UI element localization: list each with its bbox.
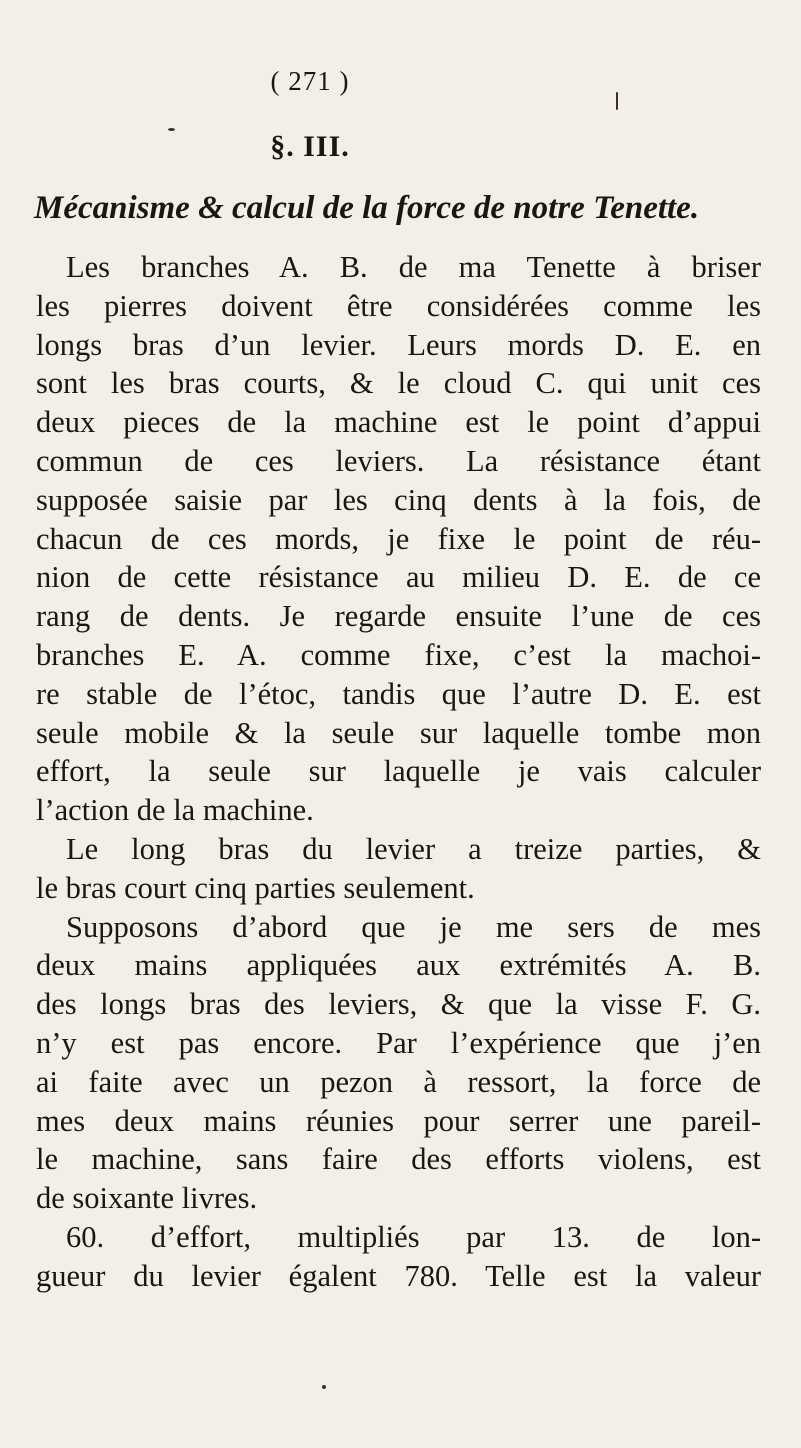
text-line: deux pieces de la machine est le point d’appui <box>36 405 761 440</box>
text-line: mes deux mains réunies pour serrer une pareil- <box>36 1103 761 1138</box>
text-line: re stable de l’étoc, tandis que l’autre D. E. est <box>36 676 761 711</box>
ink-speck <box>322 1385 326 1389</box>
body-text <box>36 248 761 1296</box>
text-line: Les branches A. B. de ma Tenette à briser <box>66 250 761 284</box>
text-line: gueur du levier égalent 780. Telle est la valeur <box>36 1258 761 1293</box>
text-line: commun de ces leviers. La résistance étant <box>36 443 761 478</box>
text-line: Supposons d’abord que je me sers de mes <box>66 909 761 944</box>
text-line: Le long bras du levier a treize parties, & <box>66 831 761 866</box>
text-line: chacun de ces mords, je fixe le point de réu- <box>36 521 761 556</box>
section-title: Mécanisme & calcul de la force de notre Tenette. <box>34 190 700 226</box>
text-line: des longs bras des leviers, & que la visse F. G. <box>36 987 761 1022</box>
ink-speck <box>168 128 175 131</box>
text-line: effort, la seule sur laquelle je vais calculer <box>36 754 761 789</box>
text-line: le bras court cinq parties seulement. <box>36 870 475 905</box>
text-line: 60. d’effort, multipliés par 13. de lon- <box>66 1219 761 1254</box>
text-line: longs bras d’un levier. Leurs mords D. E. en <box>36 327 761 362</box>
text-line: de soixante livres. <box>36 1181 258 1216</box>
text-line: supposée saisie par les cinq dents à la fois, de <box>36 482 761 517</box>
text-line: sont les bras courts, & le cloud C. qui unit ces <box>36 366 761 401</box>
text-line: l’action de la machine. <box>36 793 314 828</box>
text-line: rang de dents. Je regarde ensuite l’une de ces <box>36 599 761 634</box>
text-line: seule mobile & la seule sur laquelle tombe mon <box>36 715 761 750</box>
ink-speck <box>616 92 618 110</box>
text-line: les pierres doivent être considérées comme les <box>36 288 761 323</box>
text-line: le machine, sans faire des efforts violens, est <box>36 1142 761 1177</box>
page-number: ( 271 ) <box>270 66 350 96</box>
text-line: n’y est pas encore. Par l’expérience que j’en <box>36 1025 761 1060</box>
text-line: nion de cette résistance au milieu D. E. de ce <box>36 560 761 595</box>
text-line: branches E. A. comme fixe, c’est la machoi- <box>36 637 761 672</box>
text-line: ai faite avec un pezon à ressort, la force de <box>36 1064 761 1099</box>
section-heading: §. III. <box>270 130 350 163</box>
text-line: deux mains appliquées aux extrémités A. B. <box>36 948 761 983</box>
